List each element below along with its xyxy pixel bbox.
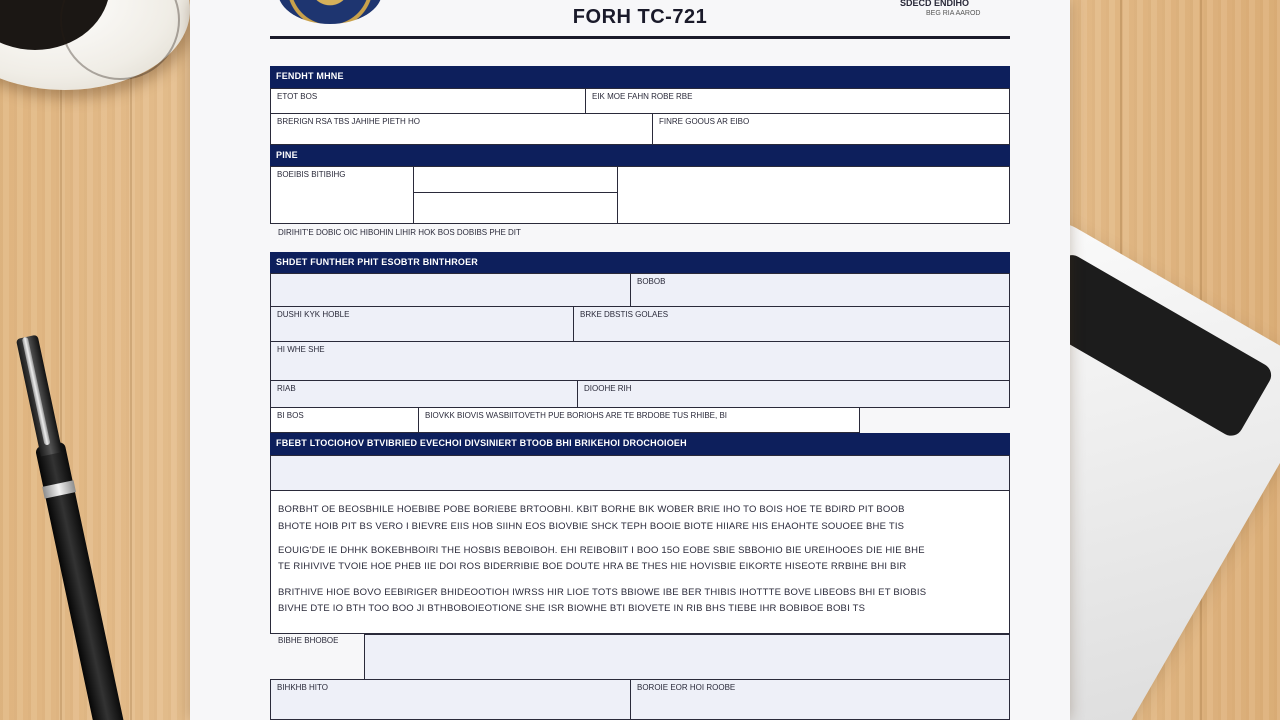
form-field[interactable]: BI BOS — [270, 407, 419, 433]
form-field[interactable]: EIK MOE FAHN ROBE RBE — [585, 88, 1010, 114]
form-field[interactable]: BOROIE EOR HOI ROOBE — [630, 679, 1010, 720]
section-header-4: FBEBT LTOCIOHOV BTVIBRIED EVECHOI DIVSINIERT BTOOB BHI BRIKEHOI DROCHOIOEH — [270, 433, 1010, 455]
form-field[interactable]: BIOVKK BIOVIS WASBIITOVETH PUE BORIOHS ARE TE BRDOBE TUS RHIBE, BI — [418, 407, 860, 433]
section-header-1: FENDHT MHNE — [270, 66, 1010, 88]
form-field[interactable]: BIHKHB HITO — [270, 679, 631, 720]
form-field[interactable]: BOBOB — [630, 273, 1010, 307]
instruction-line: BIVHE DTE IO BTH TOO BOO JI BTHBOBOIEOTIONE SHE ISR BIOWHE BTI BIOVETE IN RIB BHS TIEBE IHR BOBIBOE BOBI TS — [278, 603, 866, 614]
desk-plank-seam — [60, 0, 62, 720]
section-header-2: PINE — [270, 145, 1010, 167]
pen-body — [35, 441, 133, 720]
footer-label: BIBHE BHOBOE — [278, 636, 339, 645]
form-field-blank[interactable] — [270, 455, 1010, 491]
instruction-line: EOUIG'DE IE DHHK BOKEBHBOIRI THE HOSBIS BEBOIBOH. EHI REIBOBIIT I BOO 15O EOBE SBIE SBBOHIO BIE UREIHOOES DIE HIE BHE — [278, 545, 925, 556]
pen — [12, 334, 129, 720]
form-field[interactable]: BRKE DBSTIS GOLAES — [573, 306, 1010, 342]
form-field[interactable]: ETOT BOS — [270, 88, 586, 114]
instruction-line: BHOTE HOIB PIT BS VERO I BIEVRE EIIS HOB SIIHN EOS BIOVBIE SHCK TEPH BOOIE BIOTE HIIARE HIS EHAOHTE SOUOEE BHE TIS — [278, 521, 905, 532]
section-header-3: SHDET FUNTHER PHIT ESOBTR BINTHROER — [270, 252, 1010, 274]
form-field[interactable]: DUSHI KYK HOBLE — [270, 306, 574, 342]
instruction-line: BORBHT OE BEOSBHILE HOEBIBE POBE BORIEBE BRTOOBHI. KBIT BORHE BIK WOBER BRIE IHO TO BOIS HOE TE BDIRD PIT BOOB — [278, 504, 905, 515]
form-title: FORH TC-721 — [572, 6, 708, 28]
form-field[interactable]: BRERIGN RSA TBS JAHIHE PIETH HO — [270, 113, 653, 145]
desk-plank-seam — [130, 0, 132, 720]
form-field[interactable]: RIAB — [270, 380, 578, 408]
form-field-blank[interactable] — [413, 166, 618, 193]
form-field[interactable]: DIOOHE RIH — [577, 380, 1010, 408]
form-field-blank[interactable] — [270, 273, 631, 307]
form-note: DIRIHIT'E DOBIC OIC HIBOHIN LIHIR HOK BOS DOBIBS PHE DIT — [278, 228, 521, 237]
agency-subtitle: BEG RIA AAROD — [926, 10, 981, 17]
signature-field[interactable] — [364, 634, 1010, 680]
instruction-line: TE RIHIVIVE TVOIE HOE PHEB IIE DOI ROS BIDERRIBIE BOE DOUTE HRA BE THES HIE HOVISBIE EIKORTE HISEOTE RRBIHE BHI BIR — [278, 561, 907, 572]
instruction-line: BRITHIVE HIOE BOVO EEBIRIGER BHIDEOOTIOH IWRSS HIR LIOE TOTS BBIOWE IBE BER THIBIS IHOTTTE BOVE LIBEOBS BHI ET BIOBIS — [278, 587, 927, 598]
form-field-blank[interactable] — [617, 166, 1010, 224]
agency-name: SDECD ENDIHO — [900, 0, 970, 8]
form-field[interactable]: HI WHE SHE — [270, 341, 1010, 381]
form-field[interactable]: FINRE GOOUS AR EIBO — [652, 113, 1010, 145]
form-field[interactable]: BOEIBIS BITIBIHG — [270, 166, 414, 224]
header-rule — [270, 36, 1010, 39]
form-field-blank[interactable] — [413, 192, 618, 224]
